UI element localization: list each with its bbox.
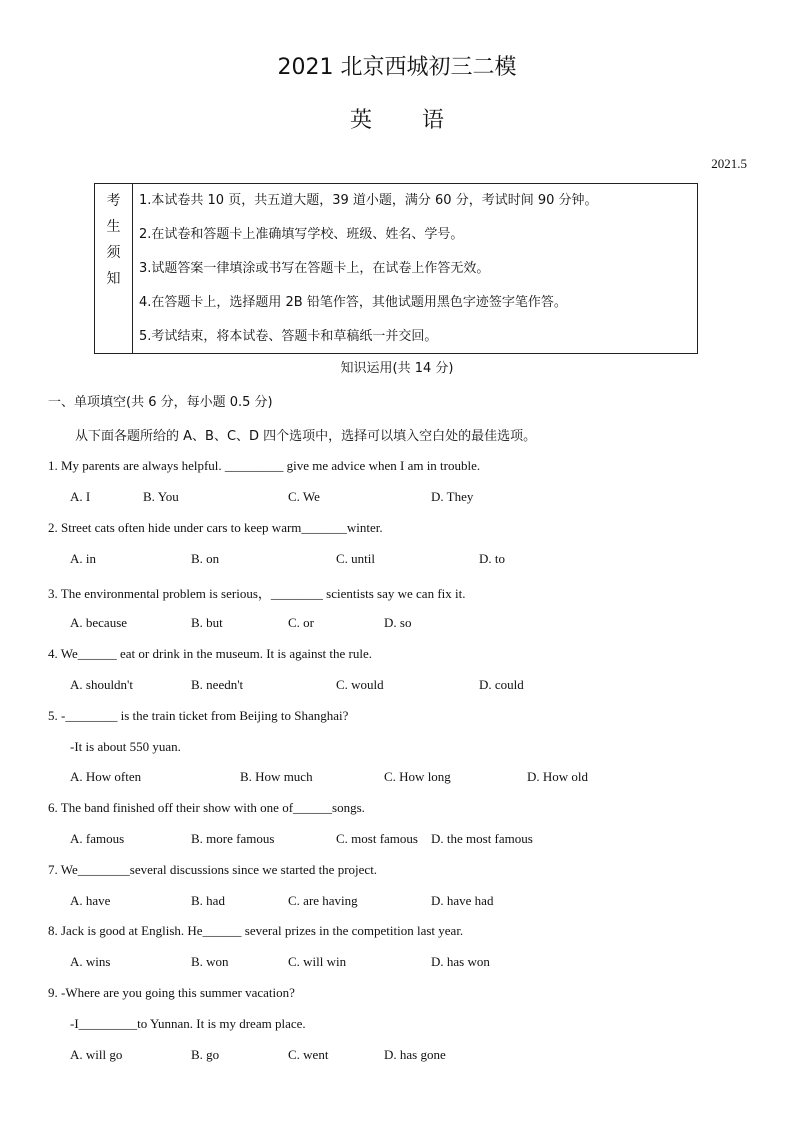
option-b: B. You — [143, 489, 179, 504]
notice-side-char: 考 — [106, 193, 121, 209]
option-c: C. We — [288, 489, 320, 504]
option-b: B. needn't — [191, 677, 244, 692]
option-d: D. to — [479, 551, 505, 566]
option-d: D. They — [431, 489, 474, 504]
option-c: C. will win — [288, 954, 347, 969]
option-d: D. the most famous — [431, 831, 533, 846]
question-text: 7. We________several discussions since we started the project. — [48, 862, 378, 877]
notice-rule: 2.在试卷和答题卡上准确填写学校、班级、姓名、学号。 — [139, 227, 464, 242]
exam-date: 2021.5 — [711, 156, 747, 171]
option-b: B. had — [191, 893, 225, 908]
option-a: A. shouldn't — [70, 677, 134, 692]
part-title: 一、单项填空(共 6 分，每小题 0.5 分) — [48, 395, 273, 410]
question-text: 9. -Where are you going this summer vacation? — [48, 985, 295, 1000]
question-text: 2. Street cats often hide under cars to keep warm_______winter. — [48, 520, 383, 535]
notice-rule: 4.在答题卡上，选择题用 2B 铅笔作答，其他试题用黑色字迹签字笔作答。 — [139, 295, 567, 310]
question-text: 8. Jack is good at English. He______ several prizes in the competition last year. — [48, 923, 464, 938]
notice-rule: 3.试题答案一律填涂或书写在答题卡上，在试卷上作答无效。 — [139, 261, 490, 276]
option-c: C. until — [336, 551, 376, 566]
section-title: 知识运用(共 14 分) — [340, 361, 454, 376]
option-d: D. has won — [431, 954, 490, 969]
option-d: D. so — [384, 615, 412, 630]
option-c: C. are having — [288, 893, 358, 908]
option-a: A. How often — [70, 769, 142, 784]
option-c: C. How long — [384, 769, 451, 784]
option-d: D. has gone — [384, 1047, 446, 1062]
option-a: A. have — [70, 893, 111, 908]
notice-side-label — [95, 184, 133, 353]
option-a: A. because — [70, 615, 128, 630]
option-a: A. wins — [70, 954, 111, 969]
option-b: B. more famous — [191, 831, 275, 846]
notice-side-char: 知 — [106, 271, 121, 287]
option-a: A. I — [70, 489, 91, 504]
question-reply: -It is about 550 yuan. — [70, 739, 181, 754]
exam-title: 2021 北京西城初三二模 — [277, 55, 517, 80]
option-b: B. go — [191, 1047, 220, 1062]
notice-side-char: 须 — [106, 245, 121, 261]
option-d: D. How old — [527, 769, 589, 784]
option-a: A. famous — [70, 831, 125, 846]
part-instruction: 从下面各题所给的 A、B、C、D 四个选项中，选择可以填入空白处的最佳选项。 — [75, 429, 537, 444]
notice-rule: 5.考试结束，将本试卷、答题卡和草稿纸一并交回。 — [139, 329, 438, 344]
question-text: 1. My parents are always helpful. _________ give me advice when I am in trouble. — [48, 458, 481, 473]
option-c: C. went — [288, 1047, 329, 1062]
option-a: A. in — [70, 551, 96, 566]
exam-notice-box — [94, 183, 698, 354]
option-a: A. will go — [70, 1047, 123, 1062]
option-c: C. would — [336, 677, 384, 692]
question-text: 5. -________ is the train ticket from Beijing to Shanghai? — [48, 708, 349, 723]
option-b: B. How much — [240, 769, 313, 784]
option-c: C. most famous — [336, 831, 418, 846]
question-text: 6. The band finished off their show with one of______songs. — [48, 800, 365, 815]
option-d: D. could — [479, 677, 524, 692]
notice-rule: 1.本试卷共 10 页，共五道大题，39 道小题，满分 60 分，考试时间 90 分钟。 — [139, 193, 598, 208]
subject-title: 英语 — [349, 108, 494, 133]
question-text: 4. We______ eat or drink in the museum. It is against the rule. — [48, 646, 373, 661]
question-text: 3. The environmental problem is serious，________ scientists say we can fix it. — [48, 586, 466, 601]
question-reply: -I_________to Yunnan. It is my dream place. — [70, 1016, 306, 1031]
option-c: C. or — [288, 615, 314, 630]
option-b: B. but — [191, 615, 223, 630]
option-d: D. have had — [431, 893, 494, 908]
option-b: B. won — [191, 954, 229, 969]
option-b: B. on — [191, 551, 220, 566]
notice-side-char: 生 — [106, 219, 121, 235]
